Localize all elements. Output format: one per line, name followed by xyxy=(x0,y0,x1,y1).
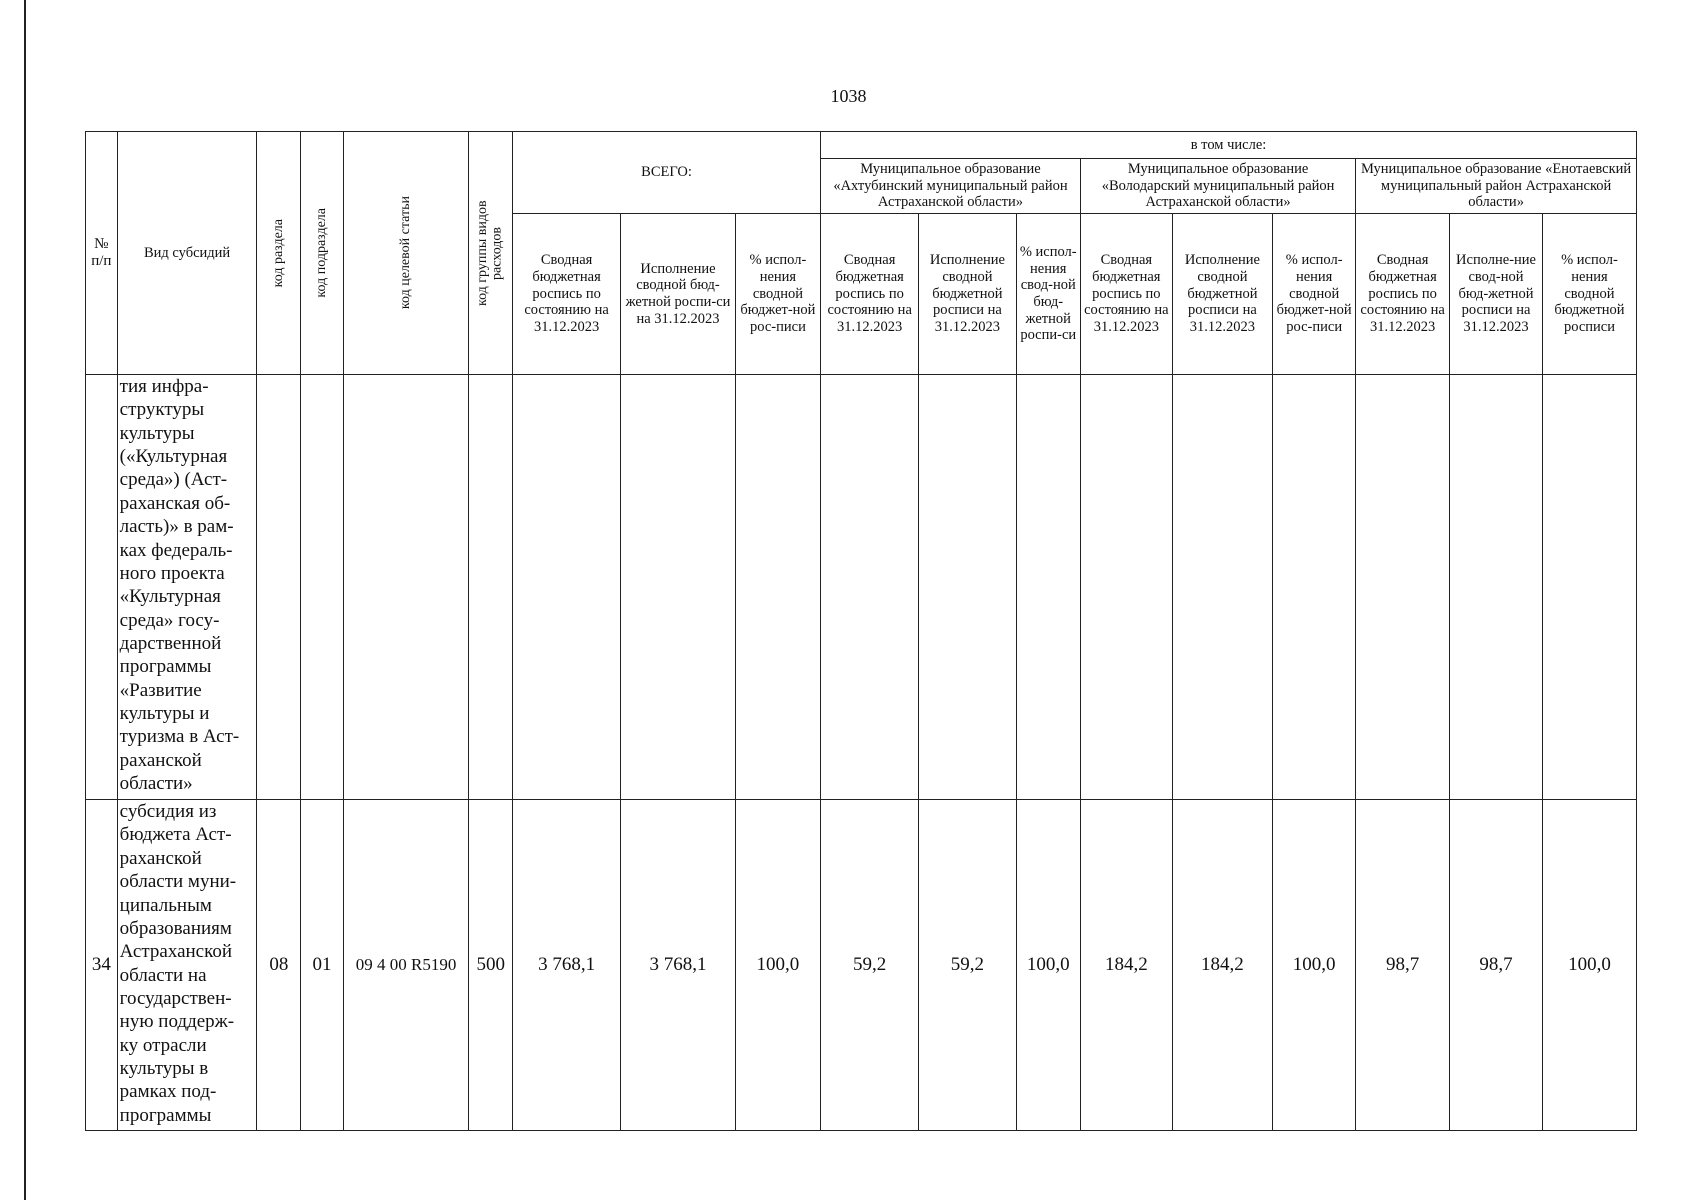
row-name: тия инфра- структуры культуры («Культурная среда») (Аст- раханская об- ласть)» в рам- ках федераль- ного проекта «Культурная среда» госу- дарственной программы «Развитие культуры и туризма в Аст- раханской области» xyxy=(117,375,257,800)
cell-m1-pct xyxy=(1016,375,1080,800)
cell-m3-plan: 98,7 xyxy=(1356,800,1450,1131)
row-target xyxy=(343,375,469,800)
header-section-code xyxy=(257,132,301,375)
header-type: Вид субсидий xyxy=(117,132,257,375)
header-municipality-2: Муниципальное образование «Володарский муниципальный район Астраханской области» xyxy=(1080,159,1355,213)
header-municipality-1: Муниципальное образование «Ахтубинский муниципальный район Астраханской области» xyxy=(821,159,1081,213)
row-target: 09 4 00 R5190 xyxy=(343,800,469,1131)
header-target-code xyxy=(343,132,469,375)
cell-m3-pct: 100,0 xyxy=(1542,800,1636,1131)
header-m1-exec: Исполнение сводной бюджетной росписи на 31.12.2023 xyxy=(919,213,1016,374)
row-name: субсидия из бюджета Аст- раханской области муни- ципальным образованиям Астраханской области на государствен- ную поддерж- ку отрасли культуры в рамках под- программы xyxy=(117,800,257,1131)
cell-m1-plan xyxy=(821,375,919,800)
cell-total-exec xyxy=(621,375,736,800)
row-group xyxy=(469,375,513,800)
cell-m3-exec: 98,7 xyxy=(1450,800,1543,1131)
header-m3-exec: Исполне-ние свод-ной бюд-жетной росписи на 31.12.2023 xyxy=(1450,213,1543,374)
header-total-plan: Сводная бюджетная роспись по состоянию на 31.12.2023 xyxy=(513,213,621,374)
cell-m1-plan: 59,2 xyxy=(821,800,919,1131)
header-m1-pct: % испол-нения свод-ной бюд-жетной роспи-си xyxy=(1016,213,1080,374)
row-subsection: 01 xyxy=(301,800,344,1131)
table-row xyxy=(86,800,1637,1131)
header-m2-exec: Исполнение сводной бюджетной росписи на 31.12.2023 xyxy=(1172,213,1272,374)
row-subsection xyxy=(301,375,344,800)
cell-m2-exec: 184,2 xyxy=(1172,800,1272,1131)
cell-total-pct: 100,0 xyxy=(735,800,820,1131)
header-m1-plan: Сводная бюджетная роспись по состоянию на 31.12.2023 xyxy=(821,213,919,374)
binding-line xyxy=(24,0,26,1200)
cell-m3-plan xyxy=(1356,375,1450,800)
cell-m3-exec xyxy=(1450,375,1543,800)
header-m2-pct: % испол-нения сводной бюджет-ной рос-писи xyxy=(1273,213,1356,374)
header-expense-group xyxy=(469,132,513,375)
subsidy-table xyxy=(85,131,1637,1131)
header-subsection-code xyxy=(301,132,344,375)
cell-m2-plan xyxy=(1080,375,1172,800)
row-group: 500 xyxy=(469,800,513,1131)
cell-m2-pct xyxy=(1273,375,1356,800)
cell-m2-pct: 100,0 xyxy=(1273,800,1356,1131)
cell-total-exec: 3 768,1 xyxy=(621,800,736,1131)
cell-total-pct xyxy=(735,375,820,800)
row-section xyxy=(257,375,301,800)
cell-total-plan xyxy=(513,375,621,800)
header-m3-pct: % испол-нения сводной бюджетной росписи xyxy=(1542,213,1636,374)
page-number: 1038 xyxy=(830,86,867,106)
cell-m1-pct: 100,0 xyxy=(1016,800,1080,1131)
header-total-pct: % испол-нения сводной бюджет-ной рос-писи xyxy=(735,213,820,374)
cell-m1-exec: 59,2 xyxy=(919,800,1016,1131)
header-subsection-code-text: код подраздела xyxy=(314,208,330,298)
header-total-exec: Исполнение сводной бюд-жетной роспи-си на 31.12.2023 xyxy=(621,213,736,374)
header-target-code-text: код целевой статьи xyxy=(398,196,414,310)
header-including: в том числе: xyxy=(821,132,1637,159)
cell-m2-plan: 184,2 xyxy=(1080,800,1172,1131)
row-section: 08 xyxy=(257,800,301,1131)
cell-total-plan: 3 768,1 xyxy=(513,800,621,1131)
header-expense-group-text: код группы видов расходов xyxy=(475,200,505,306)
header-m3-plan: Сводная бюджетная роспись по состоянию на 31.12.2023 xyxy=(1356,213,1450,374)
row-num: 34 xyxy=(86,800,118,1131)
header-m2-plan: Сводная бюджетная роспись по состоянию на 31.12.2023 xyxy=(1080,213,1172,374)
header-num: № п/п xyxy=(86,132,118,375)
header-section-code-text: код раздела xyxy=(271,218,287,288)
row-num xyxy=(86,375,118,800)
header-total: ВСЕГО: xyxy=(513,132,821,214)
cell-m2-exec xyxy=(1172,375,1272,800)
cell-m1-exec xyxy=(919,375,1016,800)
header-municipality-3: Муниципальное образование «Енотаевский муниципальный район Астраханской области» xyxy=(1356,159,1637,213)
table-row xyxy=(86,375,1637,800)
cell-m3-pct xyxy=(1542,375,1636,800)
